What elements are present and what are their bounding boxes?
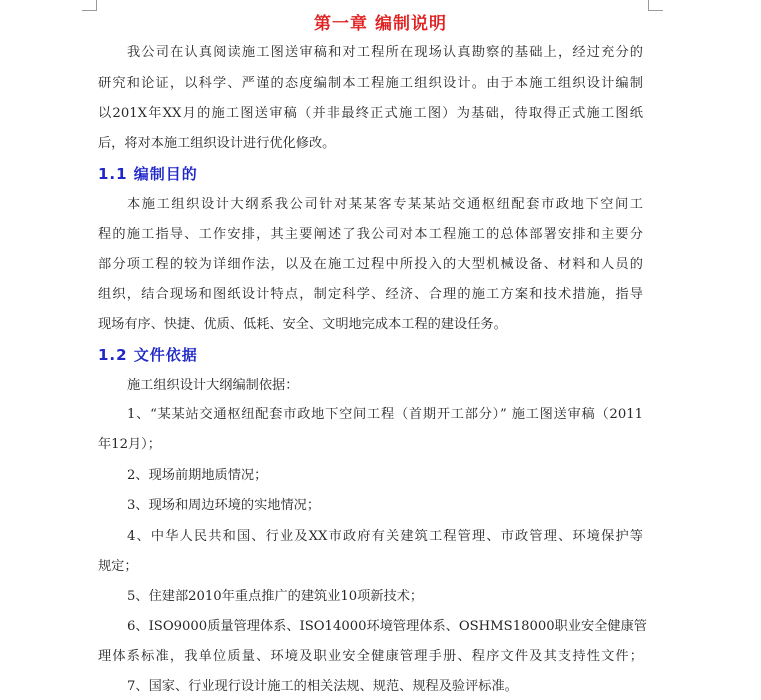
basis-item-5: 5、住建部2010年重点推广的建筑业10项新技术； (127, 589, 424, 604)
section-heading-1-2: 1.2 文件依据 (98, 346, 198, 364)
purpose-line-3: 部分项工程的较为详细作法，以及在施工过程中所投入的大型机械设备、材料和人员的 (98, 257, 643, 272)
intro-line-4: 后，将对本施工组织设计进行优化修改。 (98, 136, 336, 151)
intro-line-1: 我公司在认真阅读施工图送审稿和对工程所在现场认真勘察的基础上，经过充分的 (127, 45, 643, 60)
intro-line-3: 以201X年XX月的施工图送审稿（并非最终正式施工图）为基础，待取得正式施工图纸 (98, 106, 643, 121)
intro-line-2: 研究和论证，以科学、严谨的态度编制本工程施工组织设计。由于本施工组织设计编制 (98, 76, 643, 91)
purpose-line-5: 现场有序、快捷、优质、低耗、安全、文明地完成本工程的建设任务。 (98, 317, 507, 332)
section-heading-1-1: 1.1 编制目的 (98, 165, 198, 183)
basis-item-7: 7、国家、行业现行设计施工的相关法规、规范、规程及验评标准。 (127, 679, 518, 694)
chapter-title: 第一章 编制说明 (314, 14, 447, 34)
basis-item-4-cont: 规定； (98, 559, 138, 574)
basis-item-1-cont: 年12月）； (98, 437, 161, 452)
basis-item-2: 2、现场前期地质情况； (127, 468, 268, 483)
purpose-line-1: 本施工组织设计大纲系我公司针对某某客专某某站交通枢纽配套市政地下空间工 (127, 197, 643, 212)
basis-item-3: 3、现场和周边环境的实地情况； (127, 498, 321, 513)
basis-item-6-cont: 理体系标准，我单位质量、环境及职业安全健康管理手册、程序文件及其支持性文件； (98, 649, 643, 664)
basis-item-4: 4、中华人民共和国、行业及XX市政府有关建筑工程管理、市政管理、环境保护等 (127, 529, 643, 544)
basis-item-1: 1、“某某站交通枢纽配套市政地下空间工程（首期开工部分）” 施工图送审稿（2011 (127, 407, 643, 422)
basis-intro: 施工组织设计大纲编制依据： (127, 378, 299, 393)
basis-item-6: 6、ISO9000质量管理体系、ISO14000环境管理体系、OSHMS18000职业安全健康管 (127, 619, 647, 634)
purpose-line-2: 程的施工指导、工作安排，其主要阐述了我公司对本工程施工的总体部署安排和主要分 (98, 227, 643, 242)
purpose-line-4: 组织，结合现场和图纸设计特点，制定科学、经济、合理的施工方案和技术措施，指导 (98, 287, 643, 302)
